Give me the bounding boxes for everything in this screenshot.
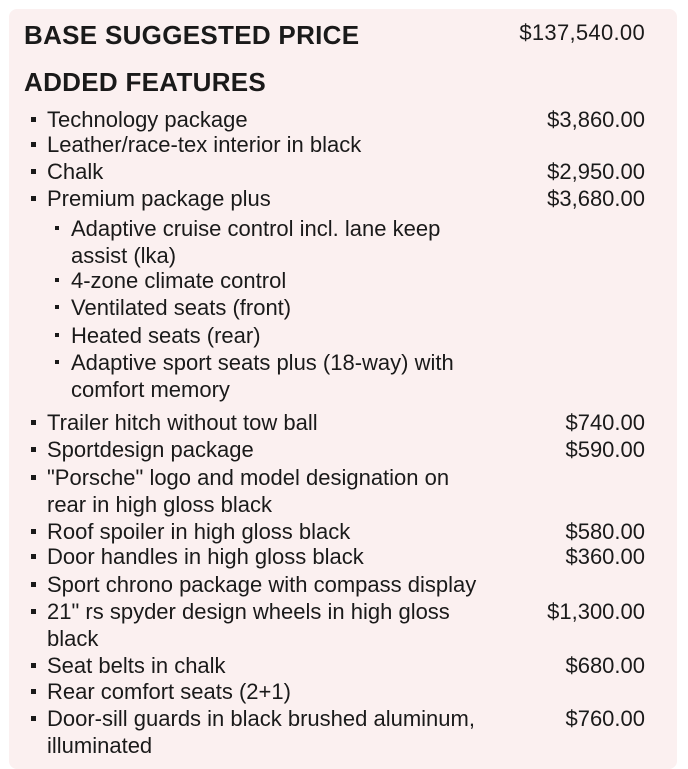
feature-price: $760.00 (565, 706, 645, 731)
feature-price: $2,950.00 (547, 159, 645, 184)
feature-name-cont: comfort memory (71, 377, 230, 402)
feature-name: Ventilated seats (front) (71, 295, 292, 320)
feature-price: $3,860.00 (547, 107, 645, 132)
feature-name: Trailer hitch without tow ball (47, 410, 318, 435)
bullet-icon (31, 529, 36, 534)
base-price-value: $137,540.00 (519, 20, 645, 45)
feature-name-cont: black (47, 626, 99, 651)
feature-price: $1,300.00 (547, 599, 645, 624)
bullet-icon (31, 582, 36, 587)
feature-name: Roof spoiler in high gloss black (47, 519, 351, 544)
feature-name: 21" rs spyder design wheels in high gloss (47, 599, 450, 624)
feature-name: Heated seats (rear) (71, 323, 261, 348)
feature-name: Adaptive cruise control incl. lane keep (71, 216, 441, 241)
feature-price: $580.00 (565, 519, 645, 544)
feature-name: Adaptive sport seats plus (18-way) with (71, 350, 454, 375)
feature-name-cont: rear in high gloss black (47, 492, 273, 517)
feature-price: $590.00 (565, 437, 645, 462)
base-price-label: BASE SUGGESTED PRICE (24, 20, 360, 50)
feature-price: $680.00 (565, 653, 645, 678)
bullet-icon (31, 420, 36, 425)
bullet-icon (31, 447, 36, 452)
bullet-icon (55, 333, 59, 337)
bullet-icon (31, 716, 36, 721)
bullet-icon (55, 305, 59, 309)
bullet-icon (31, 475, 36, 480)
feature-price: $740.00 (565, 410, 645, 435)
feature-name: Technology package (47, 107, 248, 132)
feature-name: Rear comfort seats (2+1) (47, 679, 291, 704)
bullet-icon (31, 554, 36, 559)
feature-name: Door-sill guards in black brushed aluminum, (47, 706, 475, 731)
bullet-icon (55, 360, 59, 364)
feature-price: $360.00 (565, 544, 645, 569)
bullet-icon (31, 689, 36, 694)
bullet-icon (31, 663, 36, 668)
feature-name: Chalk (47, 159, 104, 184)
price-sheet-card: BASE SUGGESTED PRICE $137,540.00 ADDED FEATURES Technology package $3,860.00 Leather/race-tex interior in black Chalk $2,950.00 Premium package plus $3,680.00 Adaptive cruise control incl. lane keep assist (lka) 4-zone climate control Ventilated seats (front) Heated seats (rear) Adaptive sport seats plus (18-way) with comfort memory Trailer hitch without tow ball $740.00 Sportdesign package $590.00 "Porsche" logo and model designation on rear in high gloss black Roof spoiler in high gloss black $580.00 Door handles in high gloss black $360.00 Sport chrono package with compass display 21" rs spyder design wheels in high gloss $1,300.00 black Seat belts in chalk $680.00 Rear comfort seats (2+1) Door-sill guards in black brushed aluminum, $760.00 illuminated (9, 9, 677, 769)
feature-name: Seat belts in chalk (47, 653, 226, 678)
feature-price: $3,680.00 (547, 186, 645, 211)
feature-name: Door handles in high gloss black (47, 544, 364, 569)
feature-name: 4-zone climate control (71, 268, 287, 293)
bullet-icon (31, 142, 36, 147)
bullet-icon (55, 226, 59, 230)
feature-name-cont: illuminated (47, 733, 153, 758)
bullet-icon (31, 609, 36, 614)
bullet-icon (31, 117, 36, 122)
feature-name: Premium package plus (47, 186, 271, 211)
feature-name: Leather/race-tex interior in black (47, 132, 362, 157)
bullet-icon (55, 278, 59, 282)
bullet-icon (31, 169, 36, 174)
feature-name-cont: assist (lka) (71, 243, 177, 268)
feature-name: Sportdesign package (47, 437, 254, 462)
feature-name: "Porsche" logo and model designation on (47, 465, 450, 490)
feature-name: Sport chrono package with compass display (47, 572, 477, 597)
bullet-icon (31, 196, 36, 201)
